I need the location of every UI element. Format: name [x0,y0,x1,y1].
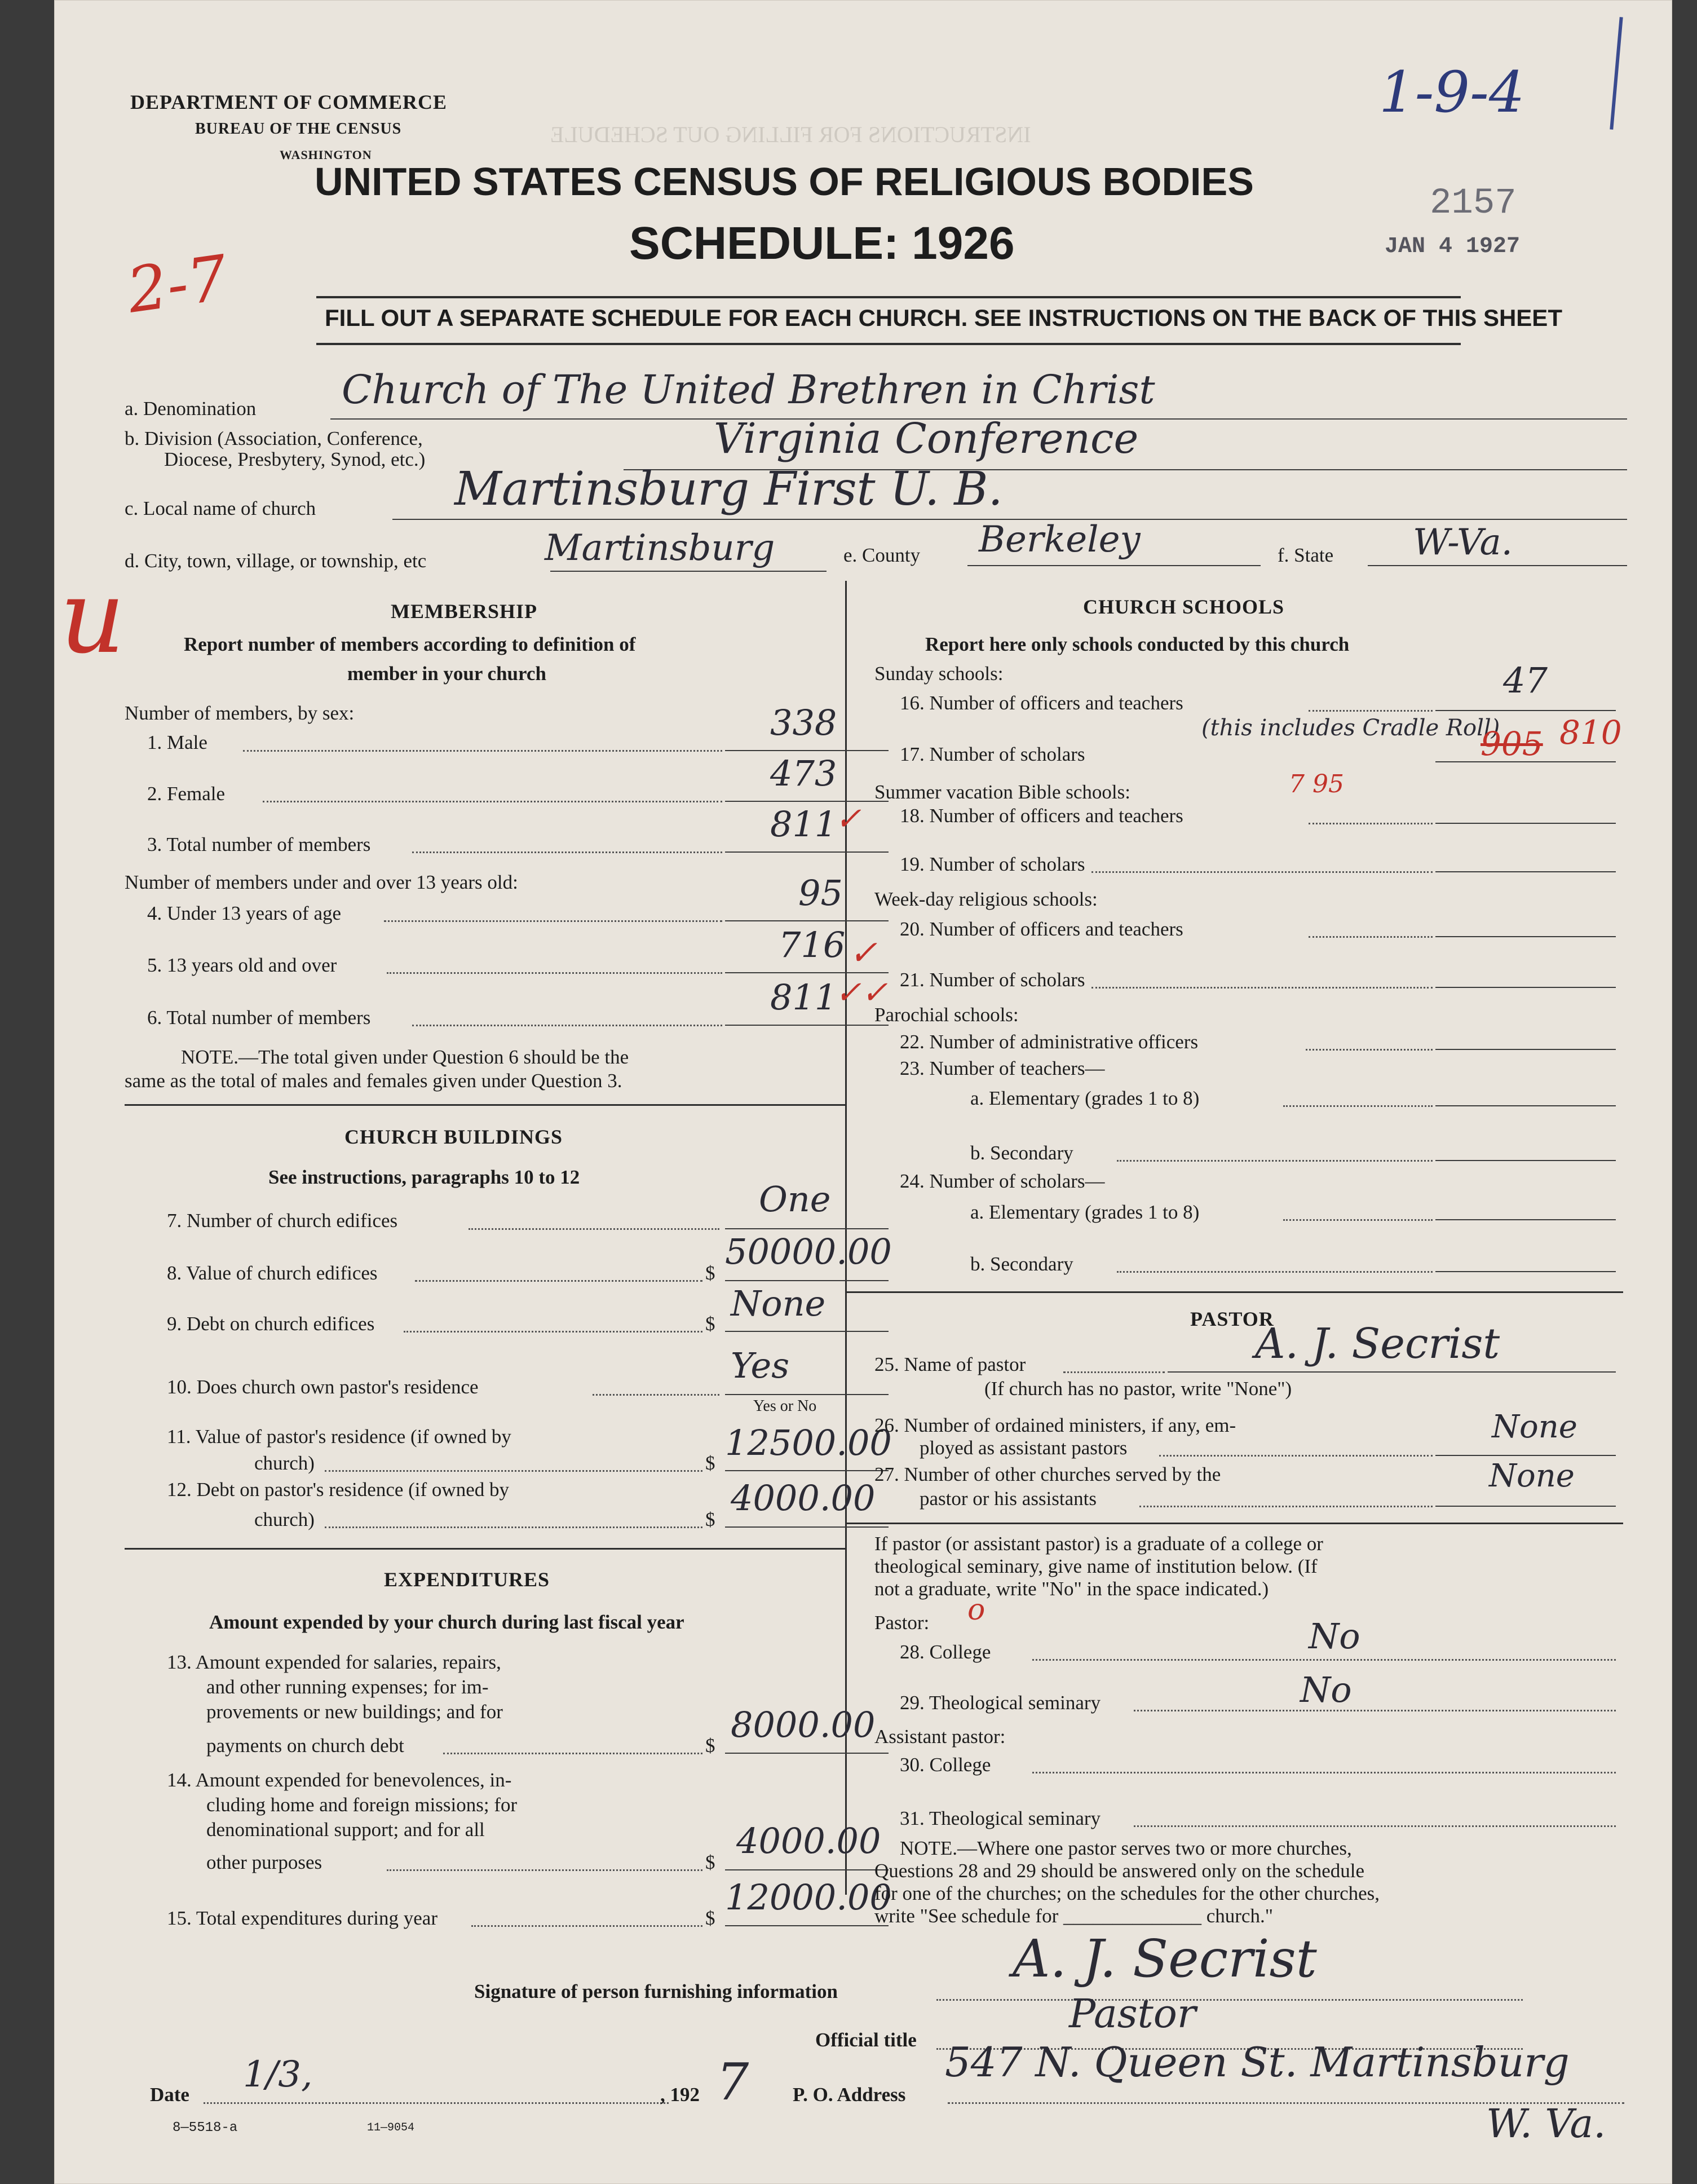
q9-line [725,1331,889,1332]
members-by-age-label: Number of members under and over 13 years old: [125,871,518,893]
stamp-number: 2157 [1430,183,1517,224]
q21-label: 21. Number of scholars [900,969,1085,991]
signature-line [936,1999,1523,2001]
buildings-sub: See instructions, paragraphs 10 to 12 [268,1166,580,1188]
pastor-note-1: NOTE.—Where one pastor serves two or more churches, [900,1837,1352,1859]
form-number: 8—5518-a [173,2120,238,2136]
q11-label: 11. Value of pastor's residence (if owned by [167,1426,511,1448]
summer-schools-label: Summer vacation Bible schools: [874,781,1130,803]
q15-leader [471,1925,702,1927]
q13-label: 13. Amount expended for salaries, repairs, [167,1651,501,1673]
q3-label: 3. Total number of members [147,833,371,855]
q23a-line [1435,1105,1616,1106]
q29-leader [1134,1710,1616,1711]
q28-value: No [1309,1616,1360,1657]
q3-check: ✓ [835,801,861,837]
schedule-year: SCHEDULE: 1926 [629,218,1015,269]
local-name-value: Martinsburg First U. B. [454,462,1003,516]
year-value: 7 [717,2053,749,2112]
membership-intro-1: Report number of members according to definition of [184,633,636,655]
q5-leader [387,972,722,974]
q4-value: 95 [798,872,843,914]
po-address-value-2: W. Va. [1486,2101,1606,2147]
q21-leader [1091,987,1433,989]
q27-line [1435,1506,1616,1507]
q12-value: 4000.00 [731,1477,876,1519]
q23a-label: a. Elementary (grades 1 to 8) [970,1087,1200,1109]
instruction-banner: FILL OUT A SEPARATE SCHEDULE FOR EACH CHURCH. SEE INSTRUCTIONS ON THE BACK OF THIS SHEET [325,305,1562,331]
q9-dollar: $ [705,1313,715,1335]
q25-value: A. J. Secrist [1255,1320,1500,1368]
q24a-line [1435,1219,1616,1220]
q24b-label: b. Secondary [970,1253,1073,1275]
q6-leader [412,1025,722,1026]
q23-label: 23. Number of teachers— [900,1057,1105,1079]
label-denomination: a. Denomination [125,398,257,420]
label-county: e. County [843,544,921,566]
pastor-note-4: write "See schedule for ______________ church." [874,1905,1274,1927]
q16-leader [1309,710,1433,712]
q18-label: 18. Number of officers and teachers [900,805,1183,827]
print-number: 11—9054 [367,2121,415,2134]
q4-label: 4. Under 13 years of age [147,902,342,924]
city-value: Martinsburg [545,527,775,569]
q20-label: 20. Number of officers and teachers [900,918,1183,940]
q11-line [725,1470,889,1471]
label-city: d. City, town, village, or township, etc [125,550,427,572]
handwritten-code: 1-9-4 [1379,59,1525,125]
q5-check: ✓ [849,933,878,973]
label-local-name: c. Local name of church [125,497,316,519]
q25-label: 25. Name of pastor [874,1353,1026,1375]
q22-label: 22. Number of administrative officers [900,1031,1199,1053]
weekday-schools-label: Week-day religious schools: [874,888,1098,910]
q12-leader [325,1526,702,1528]
sunday-schools-label: Sunday schools: [874,663,1004,685]
q18-line [1435,823,1616,824]
q29-value: No [1300,1669,1352,1710]
q20-line [1435,936,1616,937]
rule-buildings [125,1104,845,1106]
label-state: f. State [1278,544,1334,566]
q23b-label: b. Secondary [970,1142,1073,1164]
q10-line [725,1394,889,1395]
summer-schools-note: 7 95 [1289,770,1344,798]
parochial-schools-label: Parochial schools: [874,1004,1019,1026]
q23b-line [1435,1160,1616,1161]
header-rule-bottom [316,343,1461,345]
q27-leader [1139,1506,1433,1507]
bureau-name: BUREAU OF THE CENSUS [195,120,402,138]
county-value: Berkeley [979,519,1141,561]
q5-value: 716 [779,924,846,965]
year-prefix: , 192 [660,2084,700,2106]
date-line [204,2102,669,2104]
q29-label: 29. Theological seminary [900,1692,1101,1714]
q7-leader [469,1228,719,1230]
received-stamp: JAN 4 1927 [1385,234,1521,259]
q13-leader [443,1753,702,1754]
membership-intro-2: member in your church [347,663,546,685]
q2-line [725,801,889,802]
q26-label-2: ployed as assistant pastors [920,1437,1128,1459]
graduate-note-2: theological seminary, give name of institution below. (If [874,1555,1318,1577]
q27-label: 27. Number of other churches served by the [874,1463,1221,1485]
q14-label: 14. Amount expended for benevolences, in- [167,1769,512,1791]
q9-leader [404,1331,702,1333]
pastor-grad-mark: o [967,1593,986,1627]
q7-label: 7. Number of church edifices [167,1210,398,1232]
q16-value: 47 [1503,660,1548,701]
q14-value: 4000.00 [736,1820,881,1861]
bleed-through-title: INSTRUCTIONS FOR FILLING OUT SCHEDULE [550,122,1031,147]
q14-line [725,1869,889,1870]
q24b-leader [1117,1271,1433,1273]
q13-line [725,1753,889,1754]
asst-pastor-label: Assistant pastor: [874,1726,1006,1748]
q24b-line [1435,1271,1616,1272]
q2-leader [263,801,722,802]
q15-label: 15. Total expenditures during year [167,1907,437,1929]
schools-sub: Report here only schools conducted by this church [925,633,1350,655]
department-name: DEPARTMENT OF COMMERCE [130,91,448,113]
q27-value: None [1489,1458,1575,1494]
pastor-note-2: Questions 28 and 29 should be answered only on the schedule [874,1860,1365,1882]
state-line [1368,565,1627,566]
q12-line [725,1526,889,1528]
q8-label: 8. Value of church edifices [167,1262,378,1284]
q22-line [1435,1049,1616,1050]
label-division-2: Diocese, Presbytery, Synod, etc.) [164,448,426,470]
q14-leader [387,1869,702,1871]
city-line [550,571,827,572]
q23b-leader [1117,1160,1433,1162]
q12-label: 12. Debt on pastor's residence (if owned by [167,1479,509,1501]
q1-line [725,750,889,751]
q25-note: (If church has no pastor, write "None") [984,1378,1292,1400]
q31-leader [1134,1825,1616,1827]
q27-label-2: pastor or his assistants [920,1488,1097,1510]
pastor-title: PASTOR [1190,1308,1274,1330]
q3-line [725,851,889,853]
q2-label: 2. Female [147,783,226,805]
signature-label: Signature of person furnishing information [474,1980,838,2002]
denomination-value: Church of The United Brethren in Christ [342,367,1155,413]
q12-dollar: $ [705,1508,715,1530]
red-mark: u [60,558,125,676]
q17-corrected-value: 810 [1559,713,1622,752]
q23a-leader [1283,1105,1433,1107]
q15-value: 12000.00 [725,1877,892,1918]
q6-value: 811 [770,977,837,1018]
q5-label: 5. 13 years old and over [147,954,337,976]
census-schedule-sheet [54,0,1672,2184]
q17-label: 17. Number of scholars [900,743,1085,765]
q8-line [725,1280,889,1281]
q11-label-2: church) [254,1452,315,1474]
q16-line [1435,710,1616,711]
blue-pencil-stroke [1610,17,1623,130]
q13-label-4: payments on church debt [206,1735,404,1757]
q6-label: 6. Total number of members [147,1007,371,1029]
q31-label: 31. Theological seminary [900,1807,1101,1829]
rule-expenditures [125,1548,845,1550]
members-by-sex-label: Number of members, by sex: [125,702,355,724]
expenditures-sub: Amount expended by your church during last fiscal year [209,1611,684,1633]
q15-dollar: $ [705,1907,715,1929]
q11-leader [325,1470,702,1472]
q24a-leader [1283,1219,1433,1221]
q4-leader [384,920,722,922]
membership-note-1: NOTE.—The total given under Question 6 should be the [181,1046,629,1068]
q22-leader [1306,1049,1433,1051]
q14-label-4: other purposes [206,1851,322,1873]
header-rule-top [316,296,1461,298]
q16-label: 16. Number of officers and teachers [900,692,1183,714]
q6-line [725,1025,889,1026]
q9-value: None [731,1283,826,1324]
q14-label-3: denominational support; and for all [206,1819,485,1841]
q13-dollar: $ [705,1735,715,1757]
q30-label: 30. College [900,1754,991,1776]
q8-value: 50000.00 [725,1231,892,1272]
q17-note: (this includes Cradle Roll) [1201,715,1500,741]
q14-dollar: $ [705,1851,715,1873]
form-title: UNITED STATES CENSUS OF RELIGIOUS BODIES [315,160,1254,204]
signature-value: A. J. Secrist [1013,1929,1317,1989]
date-label: Date [150,2084,189,2106]
q4-line [725,920,889,921]
q14-label-2: cluding home and foreign missions; for [206,1794,518,1816]
q28-leader [1032,1659,1616,1661]
membership-title: MEMBERSHIP [391,600,538,623]
q10-leader [593,1394,719,1396]
q8-leader [415,1280,702,1282]
pastor-note-3: for one of the churches; on the schedules for the other churches, [874,1882,1380,1904]
q6-check: ✓✓ [835,974,888,1011]
q21-line [1435,987,1616,988]
q11-value: 12500.00 [725,1422,892,1463]
q17-value: 905 [1481,725,1543,763]
q26-label: 26. Number of ordained ministers, if any, em- [874,1414,1236,1436]
graduate-note-3: not a graduate, write "No" in the space indicated.) [874,1578,1269,1600]
county-line [967,565,1261,566]
red-code: 2-7 [122,241,232,327]
q2-value: 473 [770,753,837,794]
q28-label: 28. College [900,1641,991,1663]
pastor-grad-label: Pastor: [874,1612,930,1634]
rule-pastor [845,1291,1623,1293]
rule-graduate [845,1523,1623,1524]
division-value: Virginia Conference [714,414,1139,463]
date-value: 1/3, [243,2054,313,2095]
q7-line [725,1228,889,1229]
graduate-note-1: If pastor (or assistant pastor) is a graduate of a college or [874,1533,1323,1555]
q24a-label: a. Elementary (grades 1 to 8) [970,1201,1200,1223]
q15-line [725,1925,889,1926]
q1-leader [243,750,722,752]
q20-leader [1309,936,1433,938]
schools-title: CHURCH SCHOOLS [1083,595,1285,618]
q10-label: 10. Does church own pastor's residence [167,1376,479,1398]
q3-leader [412,851,722,853]
official-title-label: Official title [815,2029,917,2051]
q13-label-3: provements or new buildings; and for [206,1701,503,1723]
q26-line [1435,1455,1616,1456]
buildings-title: CHURCH BUILDINGS [344,1126,563,1148]
q9-label: 9. Debt on church edifices [167,1313,375,1335]
q26-value: None [1492,1409,1577,1445]
q3-value: 811 [770,804,837,845]
q19-leader [1091,871,1433,873]
q8-dollar: $ [705,1262,715,1284]
q13-label-2: and other running expenses; for im- [206,1676,489,1698]
q11-dollar: $ [705,1452,715,1474]
membership-note-2: same as the total of males and females given under Question 3. [125,1070,622,1092]
q12-label-2: church) [254,1508,315,1530]
q18-leader [1309,823,1433,824]
po-address-value: 547 N. Queen St. Martinsburg [945,2039,1570,2086]
bureau-city: WASHINGTON [280,148,372,162]
q25-line [1168,1371,1616,1373]
q1-value: 338 [770,702,837,743]
q19-label: 19. Number of scholars [900,853,1085,875]
yes-or-no-hint: Yes or No [753,1397,817,1415]
label-division: b. Division (Association, Conference, [125,427,423,449]
q19-line [1435,871,1616,872]
q1-label: 1. Male [147,731,207,753]
q24-label: 24. Number of scholars— [900,1170,1105,1192]
expenditures-title: EXPENDITURES [384,1568,550,1591]
q30-leader [1032,1772,1616,1773]
q7-value: One [759,1179,831,1220]
q13-value: 8000.00 [731,1704,876,1745]
official-title-value: Pastor [1069,1991,1196,2037]
q25-leader [1063,1371,1165,1373]
po-address-label: P. O. Address [793,2084,906,2106]
q10-value: Yes [731,1345,790,1386]
state-value: W-Va. [1413,522,1513,563]
q26-leader [1159,1455,1433,1457]
